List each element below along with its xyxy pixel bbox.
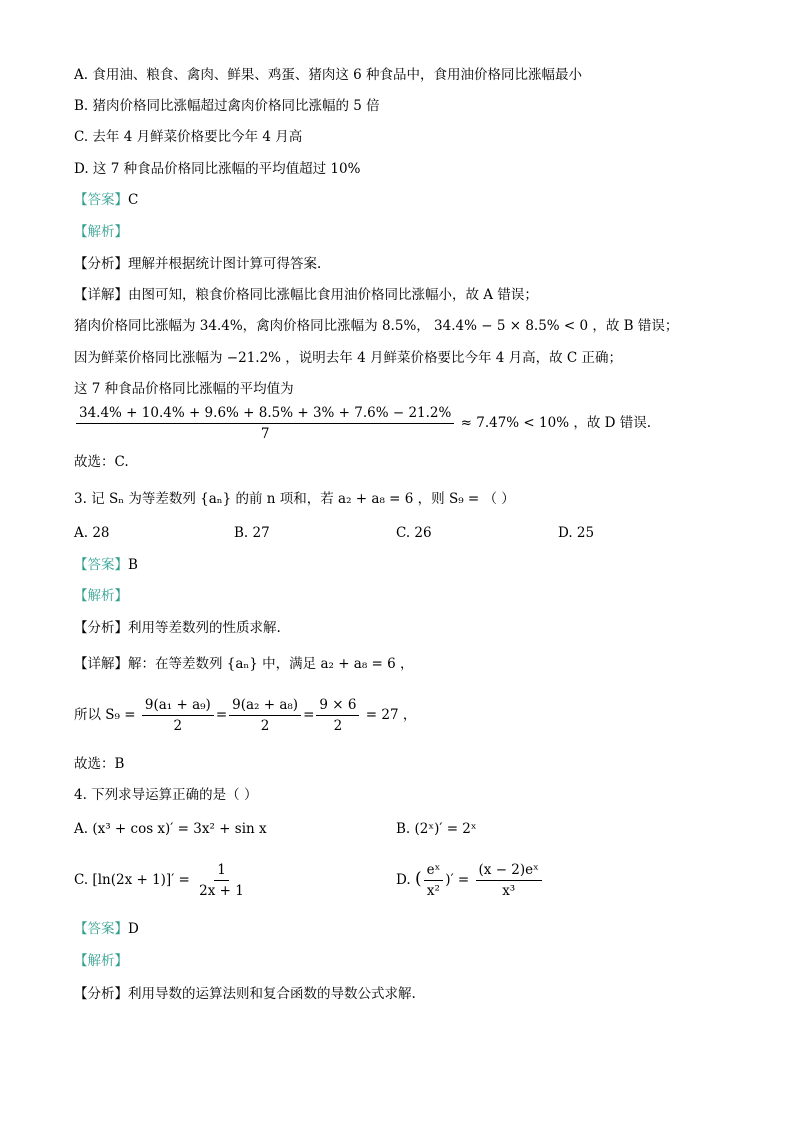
average-fraction bbox=[76, 403, 454, 444]
q4-answer bbox=[74, 920, 139, 938]
option-d-inner-fraction bbox=[424, 860, 444, 901]
option-c-prefix: C. [ln(2x + 1)]′ = bbox=[74, 872, 190, 888]
fenxi-tag: 【分析】 bbox=[74, 620, 128, 636]
q2-option-b: B. 猪肉价格同比涨幅超过禽肉价格同比涨幅的 5 倍 bbox=[74, 98, 380, 114]
q2-guxuan: 故选：C. bbox=[74, 454, 129, 470]
option-d-prefix: D. bbox=[396, 872, 411, 888]
xiangjie-text: 解：在等差数列 {aₙ} 中，满足 a₂ + a₈ = 6 ， bbox=[128, 656, 414, 672]
fraction-denominator: 2 bbox=[333, 718, 343, 734]
fraction-numerator: 1 bbox=[214, 860, 229, 881]
average-result: ≈ 7.47% < 10% ，故 D 错误. bbox=[460, 415, 652, 431]
formula-result: = 27 ， bbox=[365, 707, 417, 723]
fraction-3 bbox=[316, 695, 359, 736]
q3-xiangjie bbox=[74, 655, 414, 673]
q2-option-a: A. 食用油、粮食、禽肉、鲜果、鸡蛋、猪肉这 6 种食品中，食用油价格同比涨幅最小 bbox=[74, 67, 583, 83]
q2-line-vegetable: 因为鲜菜价格同比涨幅为 −21.2% ，说明去年 4 月鲜菜价格要比今年 4 月高，故 C 正确； bbox=[74, 350, 623, 366]
fraction-numerator: (x − 2)eˣ bbox=[476, 860, 542, 881]
q3-formula: 所以 S₉ = $\frac{\text{9(a₁ + a₉)}}{2}$ = $\frac{\text{9(a₂ + a₈)}}{2}$ = $\frac{9 \times 6}{2}$ = 27 ， bbox=[74, 697, 417, 734]
fenxi-text: 利用导数的运算法则和复合函数的导数公式求解. bbox=[128, 986, 416, 1002]
fraction-denominator: x³ bbox=[502, 883, 516, 899]
q4-option-b: B. (2ˣ)′ = 2ˣ bbox=[396, 821, 477, 837]
fraction-denominator: 2 bbox=[260, 718, 270, 734]
xiangjie-tag: 【详解】 bbox=[74, 656, 128, 672]
fraction-numerator: 9(a₁ + a₉) bbox=[142, 695, 214, 716]
q2-option-c: C. 去年 4 月鲜菜价格要比今年 4 月高 bbox=[74, 129, 303, 145]
q2-jiexi-tag: 【解析】 bbox=[74, 224, 128, 240]
suoyi-text: 所以 S₉ = bbox=[74, 707, 136, 723]
option-c-fraction bbox=[196, 860, 247, 901]
xiangjie-text: 由图可知，粮食价格同比涨幅比食用油价格同比涨幅小，故 A 错误； bbox=[128, 287, 538, 303]
xiangjie-tag: 【详解】 bbox=[74, 287, 128, 303]
q4-fenxi bbox=[74, 985, 416, 1003]
q3-option-a: A. 28 bbox=[74, 525, 110, 541]
q3-jiexi-tag: 【解析】 bbox=[74, 588, 128, 604]
q3-option-b: B. 27 bbox=[234, 525, 270, 541]
q2-xiangjie bbox=[74, 286, 538, 304]
answer-value: B bbox=[128, 557, 138, 573]
q3-stem: 3. 记 Sₙ 为等差数列 {aₙ} 的前 n 项和，若 a₂ + a₈ = 6 ，则 S₉ = （ ） bbox=[74, 491, 515, 507]
q4-option-a: A. (x³ + cos x)′ = 3x² + sin x bbox=[74, 821, 267, 837]
fraction-numerator: 9 × 6 bbox=[316, 695, 359, 716]
fenxi-tag: 【分析】 bbox=[74, 986, 128, 1002]
option-d-fraction bbox=[476, 860, 542, 901]
fraction-numerator: 9(a₂ + a₈) bbox=[229, 695, 301, 716]
q2-line-pork: 猪肉价格同比涨幅为 34.4%，禽肉价格同比涨幅为 8.5%， 34.4% − 5 × 8.5% < 0 ，故 B 错误； bbox=[74, 318, 679, 334]
q4-jiexi-tag: 【解析】 bbox=[74, 953, 128, 969]
fraction-denominator: 7 bbox=[260, 426, 270, 442]
q3-answer bbox=[74, 556, 138, 574]
q2-answer bbox=[74, 191, 138, 209]
fraction-denominator: x² bbox=[426, 883, 440, 899]
q3-option-d: D. 25 bbox=[558, 525, 595, 541]
fenxi-text: 利用等差数列的性质求解. bbox=[128, 620, 281, 636]
q4-option-c bbox=[74, 860, 249, 901]
answer-tag: 【答案】 bbox=[74, 921, 128, 937]
q2-fenxi bbox=[74, 255, 321, 273]
q3-option-c: C. 26 bbox=[396, 525, 432, 541]
q4-option-d: D. ( $\frac{\text{eˣ}}{\text{x²}}$ )′ = $\frac{\text{(x − 2)eˣ}}{\text{x³}}$ bbox=[396, 860, 544, 901]
fraction-denominator: 2x + 1 bbox=[199, 883, 244, 899]
fraction-numerator: 34.4% + 10.4% + 9.6% + 8.5% + 3% + 7.6% − 21.2% bbox=[76, 403, 454, 424]
option-d-mid: )′ = bbox=[445, 872, 470, 888]
q4-stem: 4. 下列求导运算正确的是（ ） bbox=[74, 787, 258, 803]
q2-line-average: 这 7 种食品价格同比涨幅的平均值为 bbox=[74, 381, 294, 397]
q3-fenxi bbox=[74, 619, 281, 637]
q3-guxuan: 故选：B bbox=[74, 756, 125, 772]
fraction-2 bbox=[229, 695, 301, 736]
answer-value: D bbox=[128, 921, 139, 937]
fraction-numerator: eˣ bbox=[424, 860, 444, 881]
fenxi-tag: 【分析】 bbox=[74, 256, 128, 272]
fraction-denominator: 2 bbox=[173, 718, 183, 734]
fraction-1 bbox=[142, 695, 214, 736]
answer-tag: 【答案】 bbox=[74, 557, 128, 573]
q2-average-formula bbox=[74, 403, 651, 444]
answer-value: C bbox=[128, 192, 139, 208]
fenxi-text: 理解并根据统计图计算可得答案. bbox=[128, 256, 322, 272]
q2-option-d: D. 这 7 种食品价格同比涨幅的平均值超过 10% bbox=[74, 161, 361, 177]
answer-tag: 【答案】 bbox=[74, 192, 128, 208]
